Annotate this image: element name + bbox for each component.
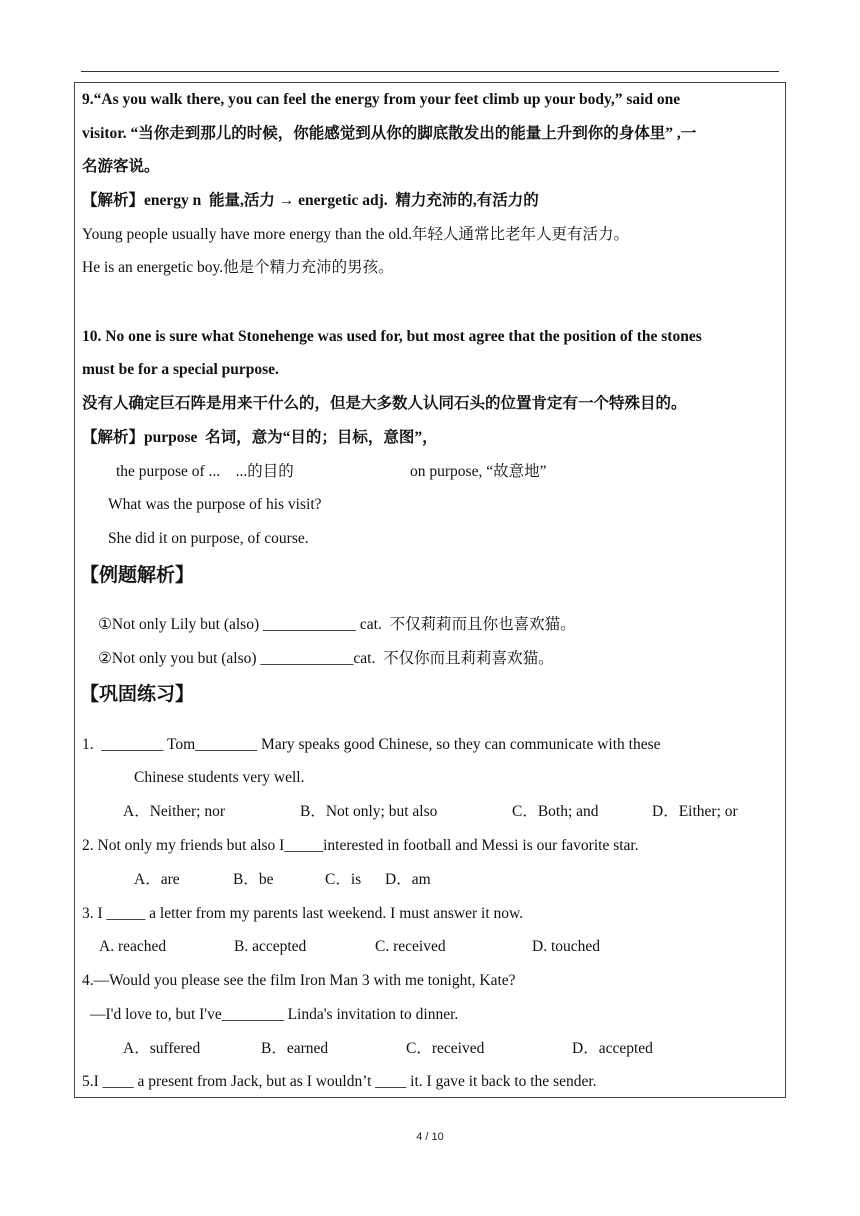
example-item-1: ①Not only Lily but (also) ____________ cat. 不仅莉莉而且你也喜欢猫。 — [98, 616, 576, 633]
q10-phrase-1: the purpose of ... ...的目的 — [116, 463, 294, 480]
practice-q1-line2: Chinese students very well. — [134, 769, 305, 786]
q1-option-a: A．Neither; nor — [123, 803, 226, 820]
q9-example-2: He is an energetic boy.他是个精力充沛的男孩。 — [82, 259, 394, 276]
q2-option-c: C．is — [325, 871, 362, 888]
practice-q4-line2: —I'd love to, but I've________ Linda's invitation to dinner. — [90, 1006, 459, 1023]
q1-option-c: C．Both; and — [512, 803, 599, 820]
practice-q1-line1: 1. ________ Tom________ Mary speaks good Chinese, so they can communicate with these — [82, 736, 661, 753]
practice-q5: 5.I ____ a present from Jack, but as I wouldn’t ____ it. I gave it back to the sender. — [82, 1073, 597, 1090]
q10-example-2: She did it on purpose, of course. — [108, 530, 309, 547]
q4-option-d: D．accepted — [572, 1040, 653, 1057]
practice-section-heading: 【巩固练习】 — [80, 683, 195, 705]
page-number: 4 / 10 — [416, 1131, 444, 1143]
q2-option-d: D．am — [385, 871, 431, 888]
header-rule — [81, 71, 779, 72]
q3-option-a: A. reached — [99, 938, 167, 955]
q10-english-line2: must be for a special purpose. — [82, 361, 279, 378]
q10-analysis: 【解析】purpose 名词，意为“目的；目标，意图”， — [82, 429, 438, 446]
q9-example-1: Young people usually have more energy than the old.年轻人通常比老年人更有活力。 — [82, 226, 630, 243]
practice-q3: 3. I _____ a letter from my parents last weekend. I must answer it now. — [82, 905, 524, 922]
q3-option-d: D. touched — [532, 938, 601, 955]
practice-q2: 2. Not only my friends but also I_____interested in football and Messi is our favorite star. — [82, 837, 639, 854]
q4-option-b: B．earned — [261, 1040, 329, 1057]
q9-analysis: 【解析】energy n 能量,活力 → energetic adj. 精力充沛的,有活力的 — [82, 192, 539, 209]
q1-option-b: B．Not only; but also — [300, 803, 438, 820]
q3-option-b: B. accepted — [234, 938, 307, 955]
q3-option-c: C. received — [375, 938, 446, 955]
example-item-2: ②Not only you but (also) ____________cat. 不仅你而且莉莉喜欢猫。 — [98, 650, 554, 667]
q10-chinese: 没有人确定巨石阵是用来干什么的，但是大多数人认同石头的位置肯定有一个特殊目的。 — [82, 395, 687, 412]
q10-phrase-2: on purpose, “故意地” — [410, 463, 547, 480]
q4-option-a: A．suffered — [123, 1040, 201, 1057]
q10-example-1: What was the purpose of his visit? — [108, 496, 322, 513]
q9-chinese-line3: 名游客说。 — [82, 158, 160, 175]
q2-option-b: B．be — [233, 871, 274, 888]
q9-english-line1: 9.“As you walk there, you can feel the energy from your feet climb up your body,” said one — [82, 91, 681, 108]
q10-english-line1: 10. No one is sure what Stonehenge was used for, but most agree that the position of the stones — [82, 328, 702, 345]
q2-option-a: A．are — [134, 871, 180, 888]
q4-option-c: C．received — [406, 1040, 485, 1057]
q9-english-line2: visitor. “当你走到那儿的时候，你能感觉到从你的脚底散发出的能量上升到你的身体里” ,一 — [82, 125, 697, 142]
example-section-heading: 【例题解析】 — [80, 564, 195, 586]
practice-q4-line1: 4.—Would you please see the film Iron Man 3 with me tonight, Kate? — [82, 972, 516, 989]
q1-option-d: D．Either; or — [652, 803, 738, 820]
